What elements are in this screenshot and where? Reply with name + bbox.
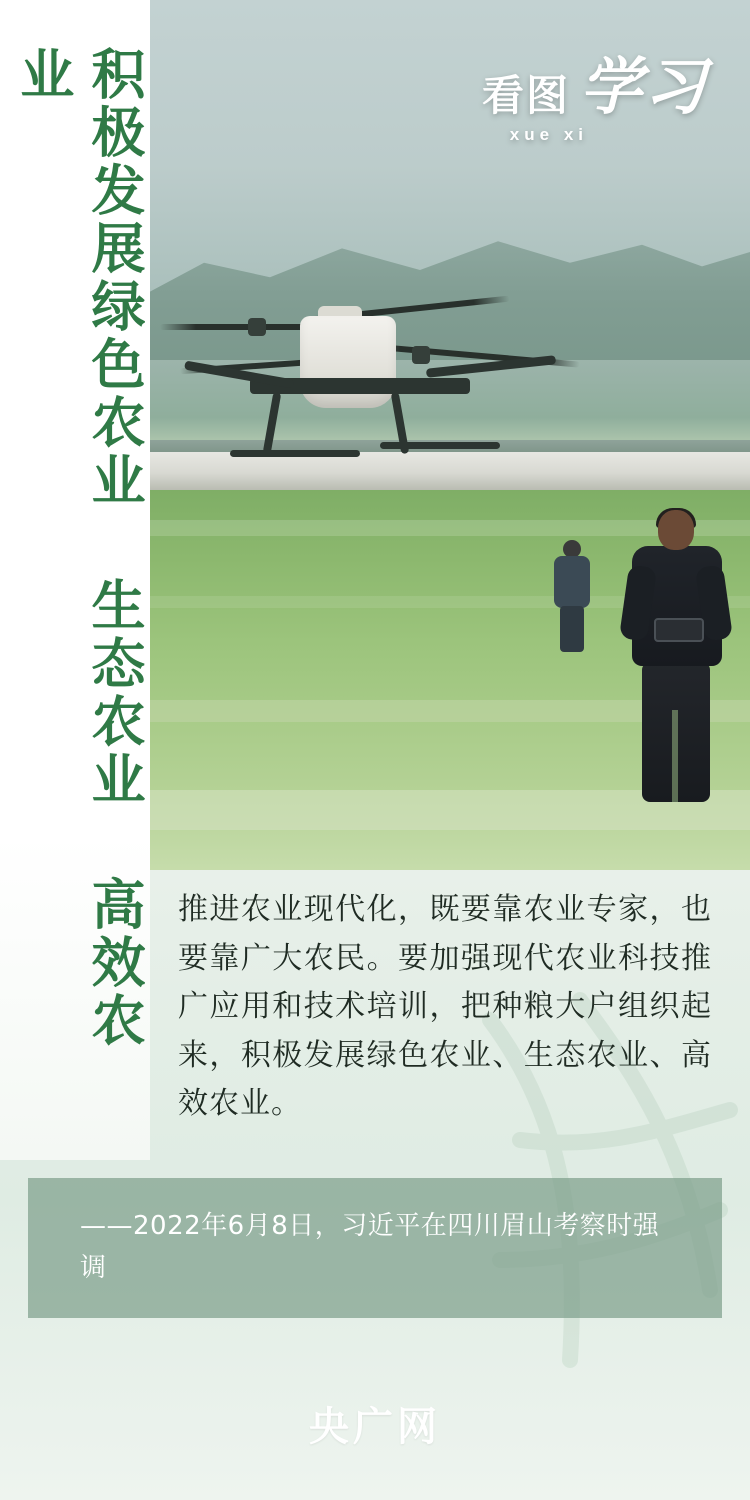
person-drone-operator <box>620 510 730 810</box>
brand-logo-secondary: 学习 <box>579 50 708 123</box>
quote-text: 推进农业现代化，既要靠农业专家，也要靠广大农民。要加强现代农业科技推广应用和技术培训，把种粮大户组织起来，积极发展绿色农业、生态农业、高效农业。 <box>178 892 712 1122</box>
footer-logo: 央广网 <box>309 1404 441 1450</box>
brand-logo-pinyin: xue xi <box>509 124 588 144</box>
agricultural-drone <box>190 300 610 470</box>
title-strip <box>0 0 150 1160</box>
page-title: 积极发展绿色农业 生态农业 高效农业 <box>11 46 146 1050</box>
brand-logo <box>481 50 708 145</box>
source-attribution: ——2022年6月8日，习近平在四川眉山考察时强调 <box>80 1211 660 1283</box>
source-band <box>28 1178 722 1318</box>
footer <box>0 1391 750 1456</box>
brand-logo-primary: 看图 <box>481 70 570 120</box>
remote-controller <box>654 618 704 642</box>
person-bystander <box>550 540 594 652</box>
